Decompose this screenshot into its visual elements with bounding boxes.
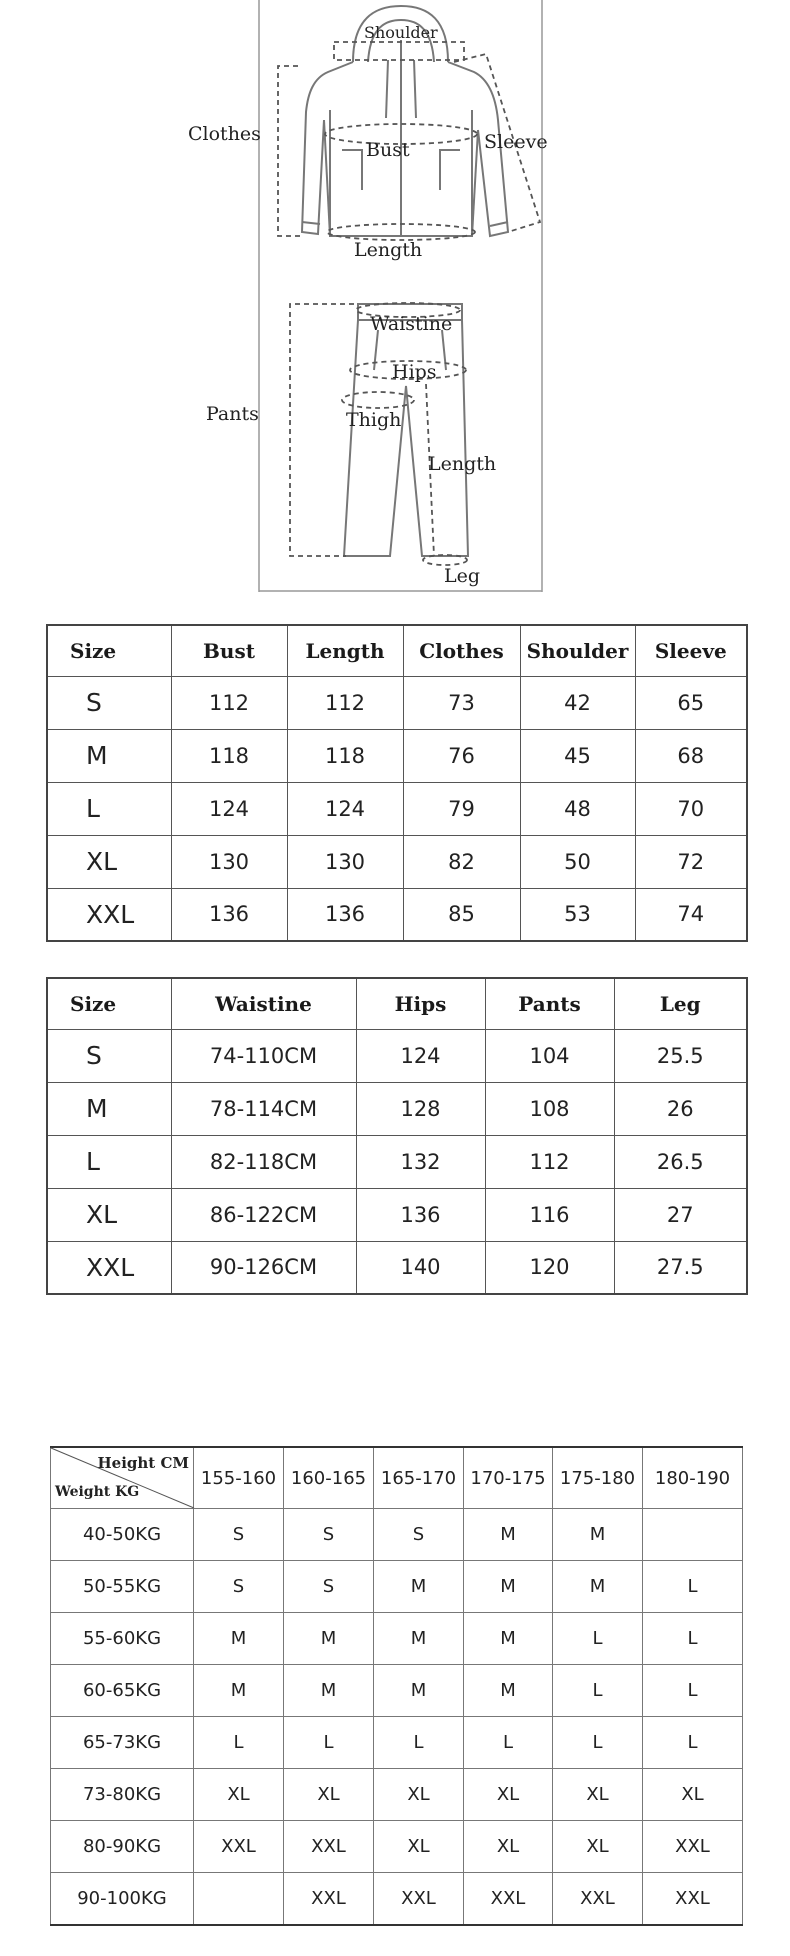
size-cell: L [374,1717,464,1769]
table-header-row [51,1447,743,1509]
table-row [47,1029,747,1082]
diagram-label-clothes: Clothes [188,123,261,145]
weight-cell: 90-100KG [51,1873,194,1925]
size-cell: XL [374,1769,464,1821]
table-cell: 118 [287,729,403,782]
size-cell: M [464,1509,553,1561]
size-cell [194,1873,284,1925]
size-cell: L [284,1717,374,1769]
size-cell: XXL [194,1821,284,1873]
table-cell: 136 [356,1188,485,1241]
size-cell: XL [47,1188,171,1241]
size-cell: XL [464,1769,553,1821]
table-row [51,1561,743,1613]
table-cell: 26.5 [614,1135,747,1188]
header-size: Size [47,625,171,676]
height-header: 165-170 [374,1447,464,1509]
weight-cell: 55-60KG [51,1613,194,1665]
table-cell: 118 [171,729,287,782]
table-cell: 68 [635,729,747,782]
table-row [51,1665,743,1717]
height-header: 170-175 [464,1447,553,1509]
table-cell: 136 [287,888,403,941]
header-shoulder: Shoulder [520,625,635,676]
size-cell: L [553,1613,643,1665]
size-cell: XL [643,1769,743,1821]
table-cell: 124 [171,782,287,835]
table-cell: 112 [287,676,403,729]
size-cell: XL [284,1769,374,1821]
diagram-label-thigh: Thigh [346,409,402,431]
table-cell: 116 [485,1188,614,1241]
header-waistine: Waistine [171,978,356,1029]
size-cell: XL [464,1821,553,1873]
header-bust: Bust [171,625,287,676]
header-leg: Leg [614,978,747,1029]
size-cell: L [643,1717,743,1769]
table-row [47,1188,747,1241]
table-cell: 25.5 [614,1029,747,1082]
corner-header-cell [51,1447,194,1509]
header-pants: Pants [485,978,614,1029]
diagram-label-waistine: Waistine [370,313,453,335]
table-cell: 130 [171,835,287,888]
size-cell: S [47,1029,171,1082]
size-recommendation [50,1446,742,1926]
height-cm-label: Height CM [97,1454,189,1472]
diagram-label-shoulder: Shoulder [364,23,438,42]
size-cell: S [284,1509,374,1561]
header-clothes: Clothes [403,625,520,676]
pants-size-table [46,977,748,1295]
table-cell: 72 [635,835,747,888]
size-cell: L [643,1613,743,1665]
diagram-label-bust: Bust [366,139,410,161]
size-cell: XXL [374,1873,464,1925]
table-row [47,1082,747,1135]
header-length: Length [287,625,403,676]
size-cell: L [643,1665,743,1717]
table-cell: 82-118CM [171,1135,356,1188]
size-cell: XXL [643,1821,743,1873]
size-cell: M [374,1561,464,1613]
size-cell: M [194,1665,284,1717]
size-cell: XXL [464,1873,553,1925]
size-cell: M [194,1613,284,1665]
diagram-label-length-pants: Length [428,453,497,475]
weight-cell: 65-73KG [51,1717,194,1769]
table-cell: 74-110CM [171,1029,356,1082]
height-header: 155-160 [194,1447,284,1509]
size-cell: XXL [553,1873,643,1925]
size-cell: M [374,1665,464,1717]
size-cell: S [47,676,171,729]
table-row [51,1873,743,1925]
table-cell: 27.5 [614,1241,747,1294]
table-cell: 136 [171,888,287,941]
corner-diagonal [51,1448,193,1508]
size-cell: L [553,1665,643,1717]
table-cell: 130 [287,835,403,888]
size-cell [643,1509,743,1561]
table-cell: 27 [614,1188,747,1241]
table-cell: 132 [356,1135,485,1188]
header-size: Size [47,978,171,1029]
weight-cell: 60-65KG [51,1665,194,1717]
header-sleeve: Sleeve [635,625,747,676]
diagram-label-pants: Pants [206,403,259,425]
table-cell: 82 [403,835,520,888]
height-header: 175-180 [553,1447,643,1509]
table-cell: 42 [520,676,635,729]
table-row [47,1241,747,1294]
size-cell: S [194,1561,284,1613]
size-cell: XXL [643,1873,743,1925]
table-cell: 48 [520,782,635,835]
weight-cell: 73-80KG [51,1769,194,1821]
table-row [47,888,747,941]
table-row [51,1717,743,1769]
size-cell: L [553,1717,643,1769]
table-row [51,1613,743,1665]
table-cell: 140 [356,1241,485,1294]
pants-measure-lines [290,303,467,565]
size-cell: M [284,1665,374,1717]
table-row [47,835,747,888]
table-row [47,676,747,729]
weight-cell: 80-90KG [51,1821,194,1873]
measurement-diagram [188,0,548,592]
measurement-diagram-svg [188,0,548,592]
table-cell: 90-126CM [171,1241,356,1294]
header-hips: Hips [356,978,485,1029]
table-cell: 45 [520,729,635,782]
table-cell: 86-122CM [171,1188,356,1241]
height-weight-table [50,1446,743,1926]
size-cell: XL [47,835,171,888]
table-cell: 76 [403,729,520,782]
size-cell: M [374,1613,464,1665]
diagram-label-sleeve: Sleeve [484,131,548,153]
table-cell: 124 [287,782,403,835]
table-row [51,1821,743,1873]
size-cell: S [284,1561,374,1613]
table-cell: 70 [635,782,747,835]
table-cell: 74 [635,888,747,941]
weight-cell: 40-50KG [51,1509,194,1561]
table-cell: 128 [356,1082,485,1135]
size-cell: L [464,1717,553,1769]
size-cell: L [194,1717,284,1769]
size-cell: M [47,1082,171,1135]
table-row [51,1509,743,1561]
size-cell: XL [194,1769,284,1821]
size-cell: L [47,782,171,835]
size-cell: L [47,1135,171,1188]
table-header-row [47,625,747,676]
height-header: 180-190 [643,1447,743,1509]
table-row [51,1769,743,1821]
table-cell: 53 [520,888,635,941]
table-cell: 26 [614,1082,747,1135]
table-cell: 65 [635,676,747,729]
size-cell: M [464,1561,553,1613]
size-cell: XXL [47,888,171,941]
size-cell: XXL [284,1873,374,1925]
size-cell: M [284,1613,374,1665]
table-cell: 85 [403,888,520,941]
table-cell: 124 [356,1029,485,1082]
table-cell: 79 [403,782,520,835]
table-cell: 73 [403,676,520,729]
size-cell: S [194,1509,284,1561]
size-cell: XL [374,1821,464,1873]
size-cell: M [464,1665,553,1717]
table-cell: 120 [485,1241,614,1294]
size-cell: M [464,1613,553,1665]
table-cell: 112 [485,1135,614,1188]
size-cell: L [643,1561,743,1613]
size-cell: XL [553,1821,643,1873]
diagram-label-length-top: Length [354,239,423,261]
size-cell: M [47,729,171,782]
table-row [47,729,747,782]
table-cell: 108 [485,1082,614,1135]
table-cell: 50 [520,835,635,888]
diagram-label-hips: Hips [392,361,437,383]
size-cell: XL [553,1769,643,1821]
weight-cell: 50-55KG [51,1561,194,1613]
table-cell: 78-114CM [171,1082,356,1135]
size-cell: S [374,1509,464,1561]
table-row [47,782,747,835]
table-header-row [47,978,747,1029]
size-cell: M [553,1561,643,1613]
size-cell: M [553,1509,643,1561]
weight-kg-label: Weight KG [55,1484,140,1500]
table-row [47,1135,747,1188]
table-cell: 112 [171,676,287,729]
size-cell: XXL [47,1241,171,1294]
size-cell: XXL [284,1821,374,1873]
diagram-label-leg: Leg [444,565,481,587]
height-header: 160-165 [284,1447,374,1509]
tops-size-table [46,624,748,942]
table-cell: 104 [485,1029,614,1082]
